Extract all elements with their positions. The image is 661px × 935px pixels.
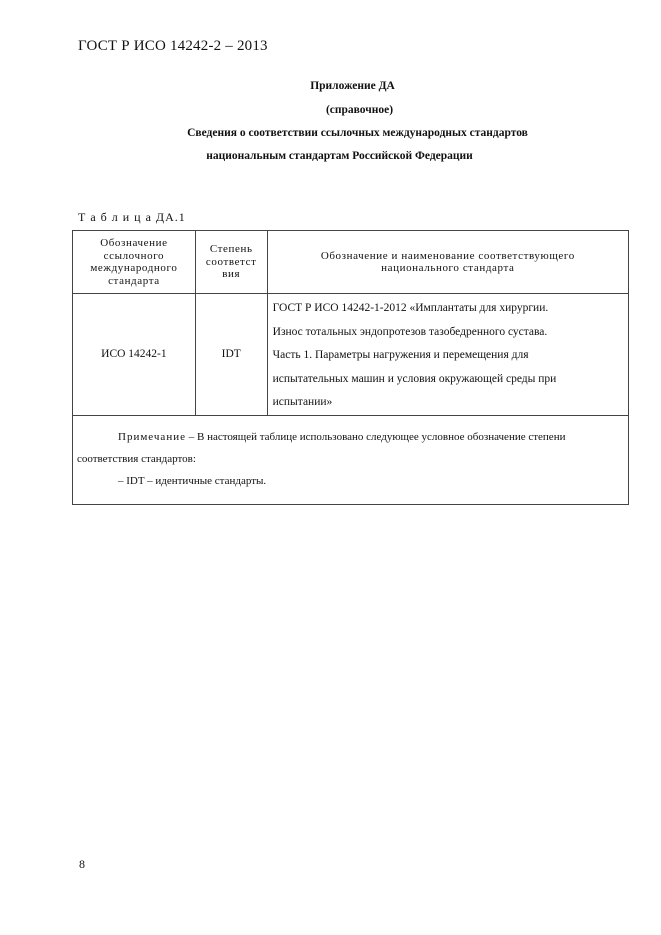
header-line: Обозначение и наименование соответствующего — [320, 249, 575, 262]
cell-degree: IDT — [195, 294, 267, 416]
national-line: Износ тотальных эндопротезов тазобедренного сустава. — [272, 325, 548, 338]
table-header-row — [73, 231, 629, 294]
note-item: – IDT – идентичные стандарты. — [118, 474, 267, 487]
header-line: Обозначение — [100, 237, 168, 249]
page-number: 8 — [79, 857, 85, 871]
header-line: международного — [90, 262, 178, 274]
table-caption: Т а б л и ц а ДА.1 — [78, 210, 186, 224]
table-row — [73, 294, 629, 416]
appendix-heading-line2: национальным стандартам Российской Федерации — [206, 150, 473, 162]
note-label: Примечание — [118, 430, 186, 443]
correspondence-table — [72, 230, 629, 505]
appendix-heading-line1: Сведения о соответствии ссылочных международных стандартов — [187, 127, 528, 139]
header-degree — [195, 231, 267, 294]
table-note — [73, 415, 629, 504]
header-line: ссылочного — [103, 249, 165, 262]
header-line: вия — [222, 268, 241, 281]
national-line: Часть 1. Параметры нагружения и перемещения для — [272, 349, 529, 361]
header-line: национального стандарта — [381, 262, 515, 274]
cell-national-standard — [267, 294, 628, 416]
header-line: соответст — [205, 255, 257, 268]
national-line: ГОСТ Р ИСО 14242-1-2012 «Имплантаты для хирургии. — [272, 302, 549, 314]
table-note-row — [73, 415, 629, 504]
document-code: ГОСТ Р ИСО 14242-2 – 2013 — [78, 38, 268, 54]
appendix-type: (справочное) — [325, 104, 394, 116]
cell-international-standard: ИСО 14242-1 — [73, 294, 196, 416]
header-line: стандарта — [108, 274, 160, 287]
note-body: – В настоящей таблице использовано следующее условное обозначение степени соответствия стандартов: — [77, 430, 566, 465]
national-line: испытательных машин и условия окружающей среды при — [272, 372, 557, 385]
header-national-standard — [267, 231, 628, 294]
note-text — [77, 426, 622, 470]
header-line: Степень — [209, 243, 253, 256]
header-international-standard — [73, 231, 196, 294]
national-line: испытании» — [272, 396, 333, 408]
appendix-title: Приложение ДА — [310, 80, 395, 92]
